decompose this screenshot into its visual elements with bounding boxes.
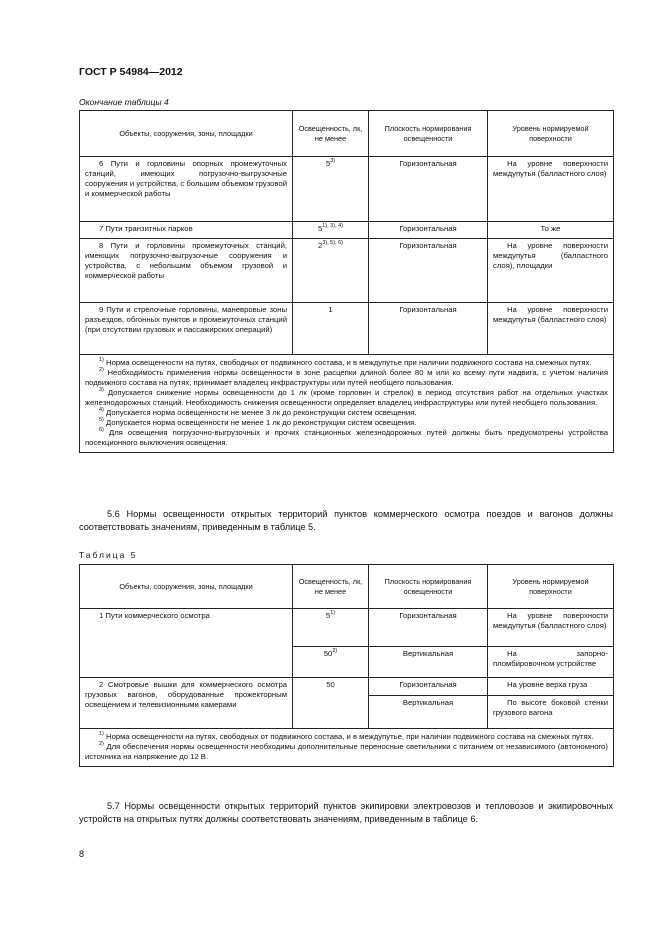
row-lux: 5$^{3)}$ xyxy=(293,157,369,222)
row-plane: Горизонтальная xyxy=(369,222,488,239)
row-plane: Горизонтальная xyxy=(369,157,488,222)
row-plane: Горизонтальная xyxy=(369,609,488,647)
row-level: По высоте боковой стенки грузового вагона xyxy=(488,696,614,729)
row-level: На запорно-пломбировочном устройстве xyxy=(488,647,614,678)
row-plane: Горизонтальная xyxy=(369,678,488,696)
table-row xyxy=(80,222,614,239)
row-lux: $2^{3), 5), 6)}$ xyxy=(293,239,369,303)
row-level: На уровне поверхности междупутья (балластного слоя) xyxy=(488,157,614,222)
row-level: То же xyxy=(488,222,614,239)
table-row xyxy=(80,678,614,696)
footnote: $^{3)}$ Допускается снижение нормы освещенности до 1 лк (кроме горловин и стрелок) в период отсутствия работ на отдельных участках железнодорожных станций. Необходимость снижения освещенности определяет владелец инфраструктуры или путей необщего пользования. xyxy=(85,387,608,407)
footnote: $^{2)}$ Необходимость применения нормы освещенности в зоне расцепки длиной более 80 м или ко всему пути надвига, с учетом наличия подвижного состава на путях, принимает владелец инфраструктуры или путей необщего пользования. xyxy=(85,367,608,387)
table5-header-lux: Освещенность, лк, не менее xyxy=(293,565,369,609)
row-lux: 50$^{2)}$ xyxy=(293,647,369,678)
table4-header-plane: Плоскость нормирования освещенности xyxy=(369,111,488,157)
table-row xyxy=(80,239,614,303)
row-lux: 50 xyxy=(293,678,369,729)
row-object: 2 Смотровые вышки для коммерческого осмотра грузовых вагонов, оборудованные прожекторным освещением и телевизионными камерами xyxy=(80,678,293,729)
row-level: На уровне поверхности междупутья (балластного слоя) xyxy=(488,609,614,647)
footnote: $^{2)}$ Для обеспечения нормы освещенности необходимы дополнительные переносные светильники с питанием от независимого (автономного) источника на напряжение до 12 В. xyxy=(85,741,608,761)
row-lux: 1 xyxy=(293,303,369,355)
footnote: $^{1)}$ Норма освещенности на путях, свободных от подвижного состава, и в междупутье, при наличии подвижного состава на смежных путях. xyxy=(99,731,594,741)
table5 xyxy=(79,564,614,767)
paragraph-5-6: 5.6 Нормы освещенности открытых территорий пунктов коммерческого осмотра поездов и вагонов должны соответствовать значениям, приведенным в таблице 5. xyxy=(79,509,613,533)
table5-header-row xyxy=(80,565,614,609)
table-row xyxy=(80,303,614,355)
table4-header-row xyxy=(80,111,614,157)
table4-header-object: Объекты, сооружения, зоны, площадки xyxy=(80,111,293,157)
row-object: 7 Пути транзитных парков xyxy=(80,222,293,239)
row-plane: Вертикальная xyxy=(369,647,488,678)
footnote: $^{4)}$ Допускается норма освещенности не менее 3 лк до реконструкции систем освещения. xyxy=(99,407,417,417)
paragraph-5-7: 5.7 Нормы освещенности открытых территорий пунктов экипировки электровозов и тепловозов и экипировочных устройств на открытых путях должны соответствовать значениям, приведенным в таблице 6. xyxy=(79,801,613,825)
row-object: 9 Пути и стрелочные горловины, маневровые зоны разъездов, обгонных пунктов и промежуточных станций (при отсутствии грузовых и пассажирских операций) xyxy=(80,303,293,355)
table4-caption: Окончание таблицы 4 xyxy=(79,97,169,107)
row-object: 8 Пути и горловины промежуточных станций, имеющих погрузочно-выгрузочные сооружения и устройства, с небольшим объемом грузовой и коммерческой работы xyxy=(80,239,293,303)
row-level: На уровне поверхности междупутья (балластного слоя), площадки xyxy=(488,239,614,303)
table5-header-plane: Плоскость нормирования освещенности xyxy=(369,565,488,609)
table-row xyxy=(80,609,614,647)
row-level: На уровне поверхности междупутья (балластного слоя) xyxy=(488,303,614,355)
table4 xyxy=(79,110,614,453)
row-level: На уровне верха груза xyxy=(488,678,614,696)
row-plane: Горизонтальная xyxy=(369,239,488,303)
document-header: ГОСТ Р 54984—2012 xyxy=(79,66,183,78)
table4-header-level: Уровень нормируемой поверхности xyxy=(488,111,614,157)
row-plane: Горизонтальная xyxy=(369,303,488,355)
table-row xyxy=(80,157,614,222)
table4-notes-row xyxy=(80,355,614,453)
row-plane: Вертикальная xyxy=(369,696,488,729)
row-lux: $5^{1), 3), 4)}$ xyxy=(293,222,369,239)
table4-header-lux: Освещенность, лк, не менее xyxy=(293,111,369,157)
footnote: $^{1)}$ Норма освещенности на путях, свободных от подвижного состава, и в междупутье при наличии подвижного состава на смежных путях. xyxy=(99,357,592,367)
table5-notes-row xyxy=(80,729,614,767)
row-lux: 5$^{1)}$ xyxy=(293,609,369,647)
row-object: 6 Пути и горловины опорных промежуточных станций, имеющих погрузочно-выгрузочные сооружения и устройства, с большим объемом грузовой и коммерческой работы xyxy=(80,157,293,222)
table5-header-level: Уровень нормируемой поверхности xyxy=(488,565,614,609)
page-number: 8 xyxy=(79,849,85,859)
table5-notes xyxy=(80,729,614,767)
footnote: $^{5)}$ Допускается норма освещенности не менее 1 лк до реконструкции систем освещения. xyxy=(99,417,417,427)
row-object: 1 Пути коммерческого осмотра xyxy=(80,609,293,678)
footnote: $^{6)}$ Для освещения погрузочно-выгрузочных и прочих станционных железнодорожных путей должны быть предусмотрены устройства посекционного выключения освещения. xyxy=(85,427,609,447)
table5-caption: Таблица 5 xyxy=(79,550,138,560)
table4-notes xyxy=(80,355,614,453)
table5-header-object: Объекты, сооружения, зоны, площадки xyxy=(80,565,293,609)
